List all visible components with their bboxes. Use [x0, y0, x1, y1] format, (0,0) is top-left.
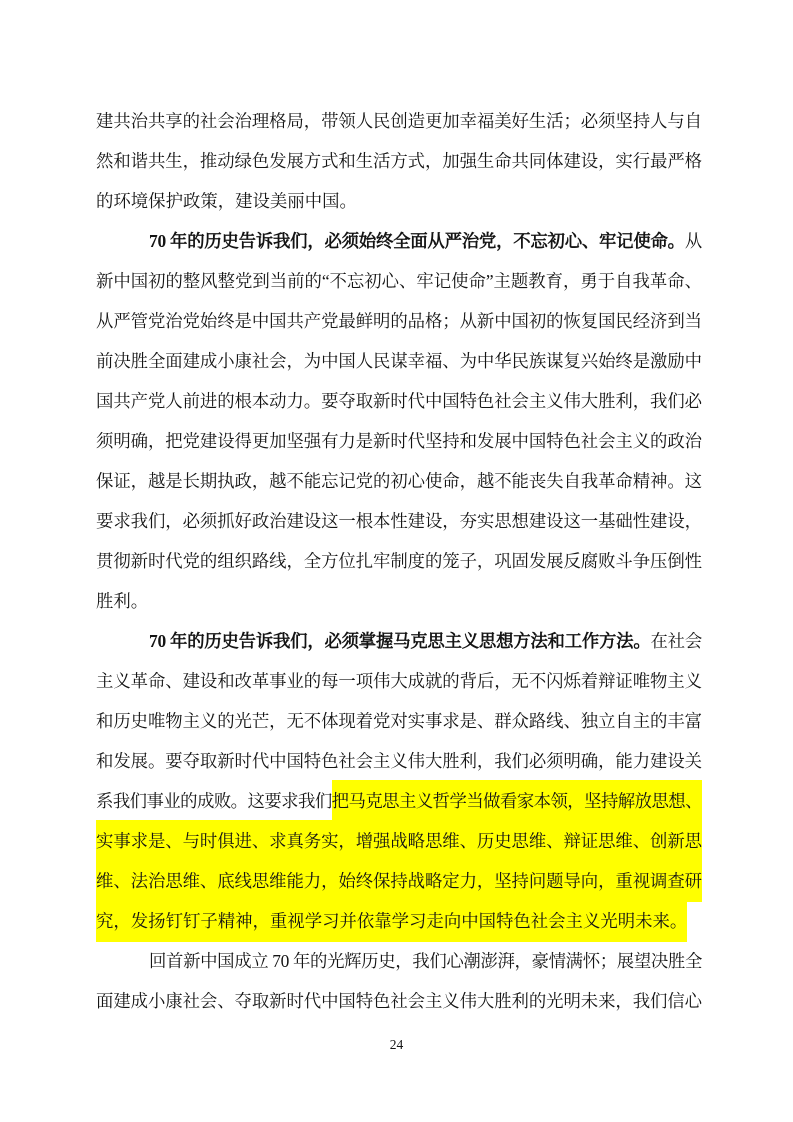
highlighted-text: 实事求是、与时俱进、求真务实，增强战略思维、历史思维、辩证思维、创新思: [96, 820, 702, 862]
text-line-content: [96, 751, 702, 771]
text-line-content: [96, 311, 702, 331]
text-line-content: [149, 951, 702, 971]
body-text: 回首新中国成立 70 年的光辉历史，我们心潮澎湃，豪情满怀；展望决胜全: [149, 951, 702, 971]
page-number: 24: [389, 1037, 404, 1052]
body-text: 从: [684, 231, 702, 251]
body-text: 新中国初的整风整党到当前的“不忘初心、牢记使命”主题教育，勇于自我革命、: [96, 271, 702, 291]
text-line-content: [96, 780, 702, 822]
body-text: 系我们事业的成败。这要求我们: [96, 791, 332, 811]
text-line: [96, 541, 702, 581]
text-line: [96, 261, 702, 301]
body-text: 从严管党治党始终是中国共产党最鲜明的品格；从新中国初的恢复国民经济到当: [96, 311, 702, 331]
body-text: 须明确，把党建设得更加坚强有力是新时代坚持和发展中国特色社会主义的政治: [96, 431, 702, 451]
text-line-content: [149, 631, 702, 651]
body-text: 和历史唯物主义的光芒，无不体现着党对实事求是、群众路线、独立自主的丰富: [96, 711, 702, 731]
text-block: [96, 101, 702, 1021]
text-line: [96, 701, 702, 741]
text-line: [96, 501, 702, 541]
text-line-content: [96, 860, 702, 902]
highlighted-text: 维、法治思维、底线思维能力，始终保持战略定力，坚持问题导向，重视调查研: [96, 860, 702, 902]
text-line-content: [96, 151, 702, 171]
text-line-content: [96, 271, 702, 291]
body-text: 面建成小康社会、夺取新时代中国特色社会主义伟大胜利的光明未来，我们信心: [96, 991, 702, 1011]
body-text: 贯彻新时代党的组织路线，全方位扎牢制度的笼子，巩固发展反腐败斗争压倒性: [96, 551, 702, 571]
body-text: 要求我们，必须抓好政治建设这一根本性建设，夯实思想建设这一基础性建设，: [96, 511, 702, 531]
text-line-content: [149, 231, 702, 251]
text-line-content: [96, 111, 702, 131]
text-line: [96, 781, 702, 821]
bold-text: 70 年的历史告诉我们，必须掌握马克思主义思想方法和工作方法。: [149, 631, 651, 651]
bold-text: 70 年的历史告诉我们，必须始终全面从严治党，不忘初心、牢记使命。: [149, 231, 685, 251]
text-line-content: [96, 591, 148, 611]
body-text: 国共产党人前进的根本动力。要夺取新时代中国特色社会主义伟大胜利，我们必: [96, 391, 702, 411]
text-line-content: [96, 351, 702, 371]
text-line: [96, 461, 702, 501]
text-line: [96, 421, 702, 461]
text-line-content: [96, 391, 702, 411]
body-text: 在社会: [650, 631, 702, 651]
body-text: 的环境保护政策，建设美丽中国。: [96, 191, 357, 211]
body-text: 和发展。要夺取新时代中国特色社会主义伟大胜利，我们必须明确，能力建设关: [96, 751, 702, 771]
text-line: [96, 821, 702, 861]
text-line-content: [96, 471, 702, 491]
text-line: [96, 381, 702, 421]
text-line-content: [96, 820, 702, 862]
text-line-content: [96, 900, 687, 942]
text-line-content: [96, 671, 702, 691]
highlighted-text: 把马克思主义哲学当做看家本领，坚持解放思想、: [332, 780, 702, 822]
body-text: 主义革命、建设和改革事业的每一项伟大成就的背后，无不闪烁着辩证唯物主义: [96, 671, 702, 691]
text-line: [96, 861, 702, 901]
body-text: 然和谐共生，推动绿色发展方式和生活方式，加强生命共同体建设，实行最严格: [96, 151, 702, 171]
text-line: [96, 141, 702, 181]
text-line: [96, 901, 702, 941]
text-line: [96, 181, 702, 221]
text-line: [96, 981, 702, 1021]
body-text: 保证，越是长期执政，越不能忘记党的初心使命，越不能丧失自我革命精神。这: [96, 471, 702, 491]
text-line: [96, 741, 702, 781]
text-line-content: [96, 511, 702, 531]
text-line-content: [96, 551, 702, 571]
text-line: [96, 221, 702, 261]
highlighted-text: 究，发扬钉钉子精神，重视学习并依靠学习走向中国特色社会主义光明未来。: [96, 900, 687, 942]
text-line-content: [96, 711, 702, 731]
text-line: [96, 621, 702, 661]
body-text: 前决胜全面建成小康社会，为中国人民谋幸福、为中华民族谋复兴始终是激励中: [96, 351, 702, 371]
text-line: [96, 101, 702, 141]
text-line-content: [96, 431, 702, 451]
text-line-content: [96, 991, 702, 1011]
text-line: [96, 941, 702, 981]
text-line: [96, 661, 702, 701]
text-line-content: [96, 191, 357, 211]
body-text: 建共治共享的社会治理格局，带领人民创造更加幸福美好生活；必须坚持人与自: [96, 111, 702, 131]
text-line: [96, 341, 702, 381]
text-line: [96, 301, 702, 341]
text-line: [96, 581, 702, 621]
body-text: 胜利。: [96, 591, 149, 611]
